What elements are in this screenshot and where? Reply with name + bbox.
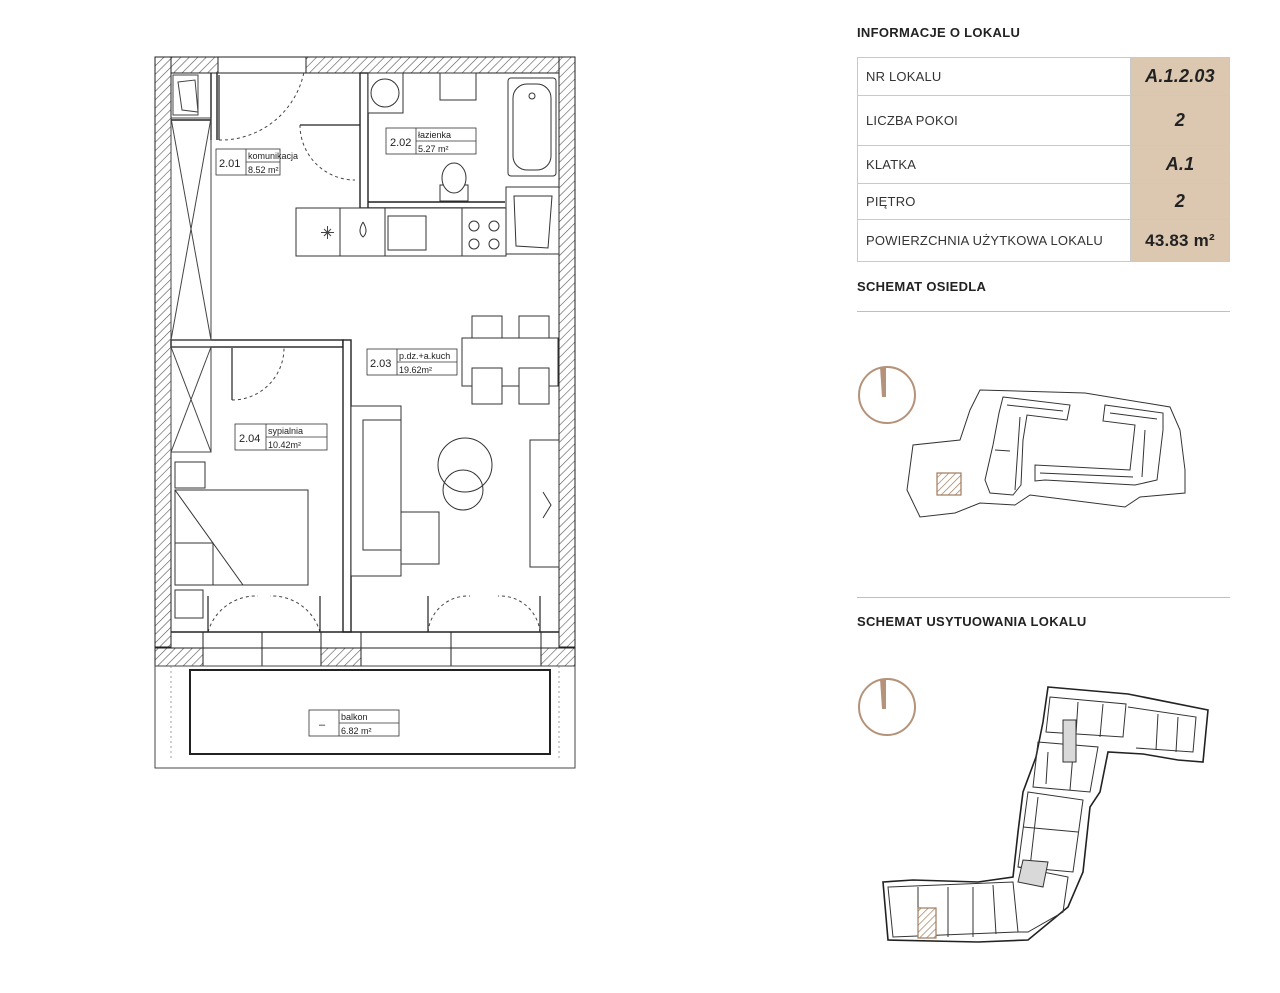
- info-value: A.1: [1131, 146, 1230, 184]
- svg-text:sypialnia: sypialnia: [268, 426, 304, 436]
- divider: [857, 311, 1230, 312]
- svg-text:łazienka: łazienka: [418, 130, 452, 140]
- info-value: A.1.2.03: [1131, 58, 1230, 96]
- info-label: POWIERZCHNIA UŻYTKOWA LOKALU: [858, 220, 1131, 262]
- balcony: [155, 666, 575, 768]
- svg-text:p.dz.+a.kuch: p.dz.+a.kuch: [399, 351, 451, 361]
- room-label-balcony-num: –: [319, 719, 326, 731]
- info-table: [857, 57, 1230, 262]
- info-label: NR LOKALU: [858, 58, 1131, 96]
- floor-plan: [150, 50, 580, 775]
- svg-text:2.01: 2.01: [219, 158, 241, 170]
- info-row-powierzchnia: [858, 220, 1230, 262]
- dining-table: [462, 316, 558, 404]
- info-row-pietro: [858, 184, 1230, 220]
- schemat-lokalu-title: SCHEMAT USYTUOWANIA LOKALU: [857, 614, 1087, 629]
- room-label-balcony-area: 6.82 m²: [341, 726, 372, 736]
- room-label-balcony-name: balkon: [341, 712, 368, 722]
- info-row-klatka: [858, 146, 1230, 184]
- room-label-2-04: [235, 424, 327, 450]
- svg-text:8.52 m²: 8.52 m²: [248, 165, 279, 175]
- info-row-nr-lokalu: [858, 58, 1230, 96]
- info-value: 2: [1131, 96, 1230, 146]
- kitchen-counter: [296, 187, 559, 256]
- svg-text:5.27 m²: 5.27 m²: [418, 144, 449, 154]
- svg-text:10.42m²: 10.42m²: [268, 440, 302, 450]
- info-title: INFORMACJE O LOKALU: [857, 25, 1021, 40]
- bed: [175, 462, 308, 618]
- building-location-plan: [878, 682, 1223, 947]
- info-value: 43.83 m²: [1131, 220, 1230, 262]
- divider: [857, 597, 1230, 598]
- svg-text:19.62m²: 19.62m²: [399, 365, 433, 375]
- svg-text:2.02: 2.02: [390, 137, 412, 149]
- info-label: KLATKA: [858, 146, 1131, 184]
- room-label-2-03: [367, 349, 457, 375]
- info-label: LICZBA POKOI: [858, 96, 1131, 146]
- wardrobe: [171, 75, 211, 452]
- svg-text:2.04: 2.04: [239, 433, 261, 445]
- site-plan: [895, 385, 1200, 525]
- sofa: [351, 406, 559, 576]
- room-label-2-01: [216, 149, 298, 175]
- schemat-osiedla-title: SCHEMAT OSIEDLA: [857, 279, 987, 294]
- svg-text:komunikacja: komunikacja: [248, 151, 299, 161]
- svg-text:2.03: 2.03: [370, 358, 392, 370]
- info-row-liczba-pokoi: [858, 96, 1230, 146]
- info-label: PIĘTRO: [858, 184, 1131, 220]
- room-label-2-02: [386, 128, 476, 154]
- info-value: 2: [1131, 184, 1230, 220]
